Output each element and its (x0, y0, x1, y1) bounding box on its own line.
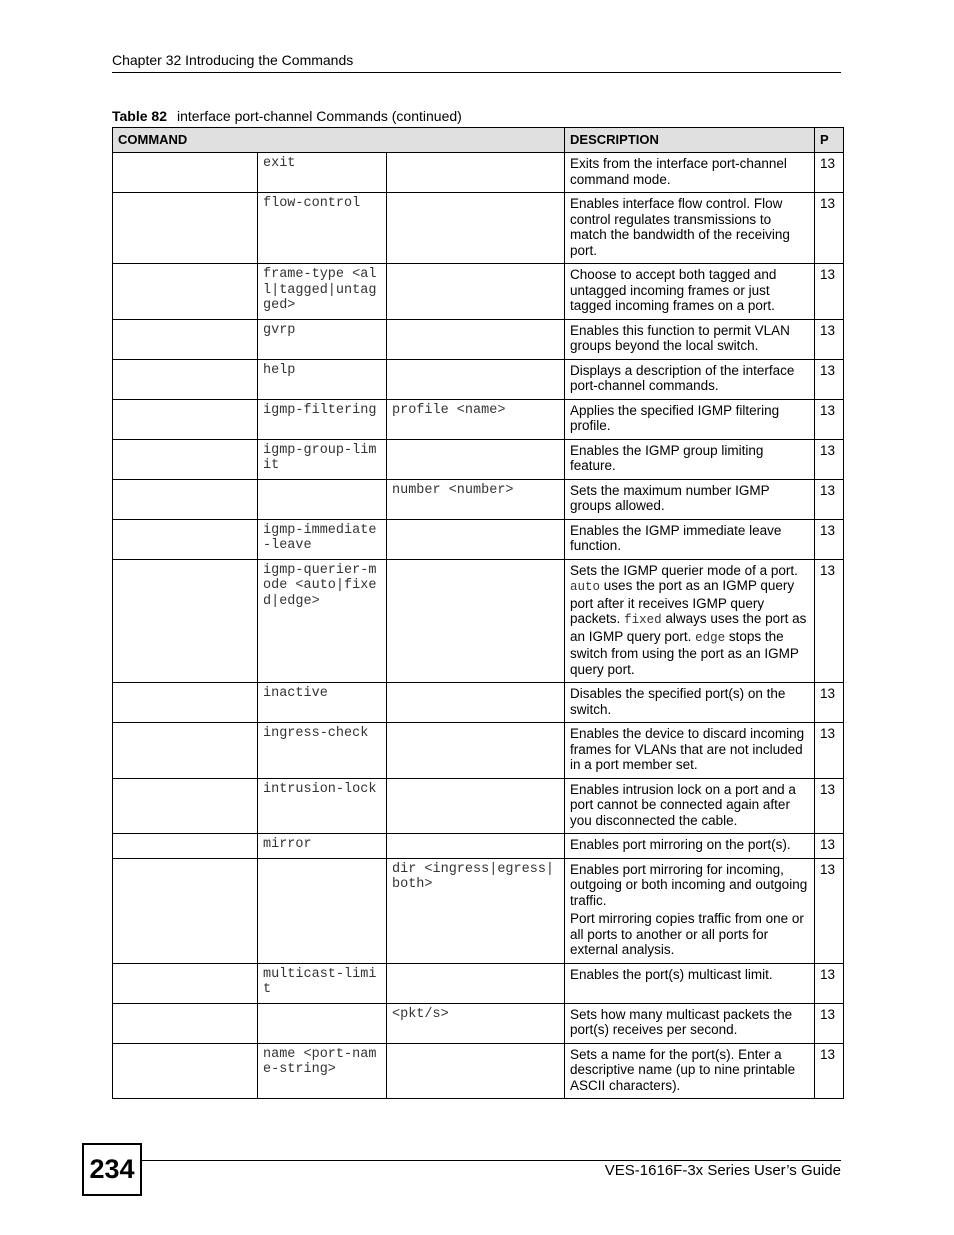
page-reference: 13 (815, 399, 844, 439)
command-keyword (258, 479, 387, 519)
table-caption (112, 108, 462, 124)
command-keyword: frame-type <all|tagged|untagged> (258, 264, 387, 320)
command-keyword: inactive (258, 683, 387, 723)
command-argument (387, 559, 565, 683)
table-row (113, 834, 844, 859)
table-header-row (113, 128, 844, 153)
command-argument (387, 264, 565, 320)
command-prefix-cell (113, 1003, 258, 1043)
page-reference: 13 (815, 439, 844, 479)
page-reference: 13 (815, 519, 844, 559)
page-reference: 13 (815, 319, 844, 359)
description-text: stops the switch from using the port as an IGMP query port. (570, 628, 799, 677)
table-row (113, 319, 844, 359)
command-argument (387, 834, 565, 859)
description-paragraph: Enables port mirroring for incoming, outgoing or both incoming and outgoing traffic. (570, 861, 808, 908)
command-argument (387, 723, 565, 779)
table-row (113, 723, 844, 779)
description-paragraph: Enables the IGMP immediate leave function. (570, 522, 782, 553)
page-reference: 13 (815, 1003, 844, 1043)
command-argument (387, 153, 565, 193)
table-row (113, 519, 844, 559)
command-prefix-cell (113, 723, 258, 779)
command-keyword: mirror (258, 834, 387, 859)
command-keyword: name <port-name-string> (258, 1043, 387, 1099)
page-number: 234 (89, 1154, 135, 1184)
description-paragraph: Enables port mirroring on the port(s). (570, 837, 791, 852)
chapter-title: Chapter 32 Introducing the Commands (112, 52, 354, 68)
page-reference: 13 (815, 723, 844, 779)
command-prefix-cell (113, 963, 258, 1003)
code-term: fixed (624, 613, 662, 627)
command-description (565, 1003, 815, 1043)
description-text: always uses the port as an IGMP query port. (570, 611, 807, 644)
description-paragraph: Choose to accept both tagged and untagged incoming frames or just tagged incoming frames on a port. (570, 267, 777, 313)
description-paragraph: Sets a name for the port(s). Enter a descriptive name (up to nine printable ASCII characters). (570, 1046, 796, 1093)
command-prefix-cell (113, 399, 258, 439)
command-keyword: flow-control (258, 193, 387, 264)
page-reference: 13 (815, 963, 844, 1003)
command-keyword: gvrp (258, 319, 387, 359)
table-row (113, 858, 844, 963)
page-number-box (82, 1143, 142, 1196)
command-description (565, 963, 815, 1003)
column-header-page: P (815, 128, 844, 153)
command-prefix-cell (113, 858, 258, 963)
description-paragraph: Sets the maximum number IGMP groups allowed. (570, 482, 770, 513)
description-paragraph: Port mirroring copies traffic from one or all ports to another or all ports for external analysis. (570, 911, 804, 957)
table-row (113, 359, 844, 399)
table-row (113, 264, 844, 320)
command-description (565, 1043, 815, 1099)
command-description (565, 439, 815, 479)
table-row (113, 399, 844, 439)
description-paragraph: Applies the specified IGMP filtering profile. (570, 402, 780, 433)
description-paragraph: Displays a description of the interface port-channel commands. (570, 362, 795, 393)
command-prefix-cell (113, 359, 258, 399)
command-prefix-cell (113, 264, 258, 320)
command-keyword: multicast-limit (258, 963, 387, 1003)
code-term: auto (570, 580, 601, 594)
command-keyword: igmp-filtering (258, 399, 387, 439)
table-row (113, 559, 844, 683)
command-description (565, 723, 815, 779)
table-row (113, 963, 844, 1003)
page-reference: 13 (815, 834, 844, 859)
table-row (113, 479, 844, 519)
command-keyword: ingress-check (258, 723, 387, 779)
column-header-description: DESCRIPTION (565, 128, 815, 153)
commands-table (112, 127, 844, 1099)
command-description (565, 359, 815, 399)
table-row (113, 683, 844, 723)
command-description (565, 264, 815, 320)
description-paragraph: Enables this function to permit VLAN groups beyond the local switch. (570, 322, 790, 353)
table-row (113, 193, 844, 264)
command-prefix-cell (113, 683, 258, 723)
table-row (113, 1043, 844, 1099)
command-description (565, 319, 815, 359)
command-argument (387, 359, 565, 399)
command-description (565, 479, 815, 519)
command-description (565, 559, 815, 683)
command-prefix-cell (113, 153, 258, 193)
table-title: interface port-channel Commands (continued) (177, 108, 462, 124)
command-prefix-cell (113, 778, 258, 834)
page-reference: 13 (815, 683, 844, 723)
command-keyword: igmp-querier-mode <auto|fixed|edge> (258, 559, 387, 683)
command-keyword: help (258, 359, 387, 399)
command-argument (387, 1043, 565, 1099)
description-paragraph: Enables the port(s) multicast limit. (570, 966, 773, 982)
footer-divider (140, 1160, 841, 1161)
code-term: edge (695, 630, 726, 645)
command-keyword: igmp-group-limit (258, 439, 387, 479)
command-argument (387, 519, 565, 559)
page-reference: 13 (815, 1043, 844, 1099)
command-description (565, 193, 815, 264)
command-prefix-cell (113, 479, 258, 519)
command-prefix-cell (113, 439, 258, 479)
table-row (113, 153, 844, 193)
command-argument (387, 778, 565, 834)
page-reference: 13 (815, 858, 844, 963)
table-row (113, 778, 844, 834)
command-description (565, 858, 815, 963)
table-label: Table 82 (112, 108, 167, 124)
command-description (565, 519, 815, 559)
command-keyword: exit (258, 153, 387, 193)
command-keyword (258, 858, 387, 963)
command-argument: profile <name> (387, 399, 565, 439)
column-header-command: COMMAND (113, 128, 565, 153)
description-paragraph: Sets how many multicast packets the port(s) receives per second. (570, 1006, 793, 1037)
description-paragraph: Enables interface flow control. Flow control regulates transmissions to match the bandwidth of the receiving port. (570, 196, 790, 258)
page-reference: 13 (815, 193, 844, 264)
command-prefix-cell (113, 519, 258, 559)
command-keyword: igmp-immediate-leave (258, 519, 387, 559)
page-reference: 13 (815, 778, 844, 834)
footer-guide-title: VES-1616F-3x Series User’s Guide (604, 1162, 841, 1179)
command-prefix-cell (113, 1043, 258, 1099)
command-keyword (258, 1003, 387, 1043)
command-prefix-cell (113, 559, 258, 683)
description-paragraph: Disables the specified port(s) on the switch. (570, 686, 786, 717)
table-row (113, 1003, 844, 1043)
description-text: Sets the IGMP querier mode of a port. (570, 562, 798, 578)
command-argument: dir <ingress|egress|both> (387, 858, 565, 963)
command-description (565, 153, 815, 193)
description-text: uses the port as an IGMP query port after it receives IGMP query packets. (570, 578, 795, 626)
command-description (565, 834, 815, 859)
command-argument: number <number> (387, 479, 565, 519)
command-prefix-cell (113, 834, 258, 859)
page-reference: 13 (815, 479, 844, 519)
page-reference: 13 (815, 264, 844, 320)
command-argument (387, 193, 565, 264)
table-row (113, 439, 844, 479)
chapter-header (112, 52, 841, 73)
description-paragraph: Exits from the interface port-channel command mode. (570, 156, 787, 187)
command-description (565, 683, 815, 723)
description-paragraph (570, 563, 809, 678)
command-argument (387, 439, 565, 479)
command-argument (387, 963, 565, 1003)
page-reference: 13 (815, 359, 844, 399)
description-paragraph: Enables the IGMP group limiting feature. (570, 442, 764, 473)
description-paragraph: Enables intrusion lock on a port and a port cannot be connected again after you disconnected the cable. (570, 781, 796, 828)
description-paragraph: Enables the device to discard incoming frames for VLANs that are not included in a port member set. (570, 726, 805, 772)
command-keyword: intrusion-lock (258, 778, 387, 834)
command-prefix-cell (113, 319, 258, 359)
page-reference: 13 (815, 153, 844, 193)
command-argument (387, 319, 565, 359)
command-description (565, 399, 815, 439)
page-reference: 13 (815, 559, 844, 683)
command-description (565, 778, 815, 834)
command-prefix-cell (113, 193, 258, 264)
command-argument: <pkt/s> (387, 1003, 565, 1043)
command-argument (387, 683, 565, 723)
